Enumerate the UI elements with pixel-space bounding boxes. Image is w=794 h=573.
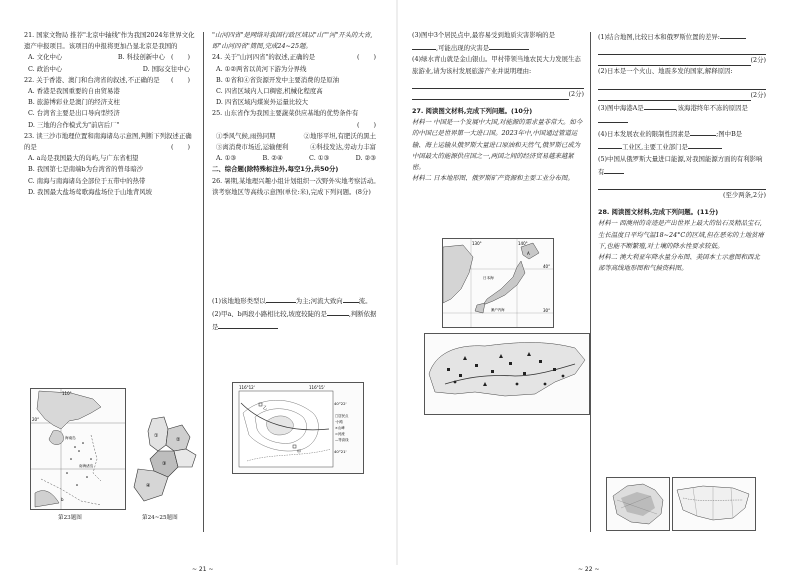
map-q23-label-b: b — [61, 497, 64, 502]
right-page-divider — [590, 32, 591, 532]
q27-sub-4-cont: 工业区,主要工业部门是 — [598, 140, 766, 153]
map-q24-25-four-provinces — [132, 415, 200, 505]
q21-opt-c: C. 政治中心 — [28, 64, 63, 73]
map-q23-label-nanhai: 南海诸岛 — [79, 464, 94, 468]
q25-item-3: ③离消费市场近,运输便利 — [216, 143, 289, 152]
right-col-1 — [412, 30, 584, 184]
q27-sub-4: (4)日本发展农业的限制性因素是 ;图中B是 — [598, 127, 766, 140]
q27-sub1-answer-row — [598, 55, 766, 66]
q23-stem: 23. 读三沙市地理位置和南海诸岛示意图,判断下列叙述正确的是 ( ) — [24, 131, 196, 153]
q21-options-row-1 — [24, 52, 171, 63]
q21-opt-a: A. 文化中心 — [28, 53, 63, 62]
q25-items-row-1 — [212, 131, 382, 142]
map-q26-legend-peak: ×山峰 — [335, 426, 345, 430]
q26-sub-1: (1)该地地形类型以 为主;河流大致向 流。 — [212, 294, 382, 307]
q21-bracket: ( ) — [170, 53, 196, 62]
map-q27-japan-svg — [443, 239, 553, 327]
q26-sub4-answer-line-2[interactable] — [412, 91, 569, 100]
q26-sub-3b: ,可能出现的灾害是 — [412, 41, 584, 54]
right-page-number: ~ 22 ~ — [578, 566, 600, 573]
q25-stem: 25. 山东省作为我国主要蔬菜供应基地的优势条件有 — [212, 109, 359, 118]
q26-sub-3: (3)图中3个居民点中,最容易受到地质灾害影响的是 — [412, 31, 555, 39]
map-q24-label-3: ③ — [162, 461, 167, 467]
q25-opt-a: A. ①③ — [216, 154, 237, 163]
q28-material-2: 材料二 澳大利亚年降水量分布图、美国本土示意图和西北部等高线地形图和气候资料图。 — [598, 253, 760, 273]
q27-sub1-answer-line-2[interactable] — [598, 57, 751, 66]
left-col-2 — [212, 30, 382, 334]
map-q26-contour — [232, 382, 364, 474]
q25-opt-c: C. ①③ — [309, 154, 330, 163]
q21-opt-b: B. 科技创新中心 — [117, 53, 165, 62]
q25-item-1: ①季风气候,雨热同期 — [216, 131, 276, 140]
q25-items-row-2 — [212, 142, 382, 153]
map-q26-legend-river: ≈河流 — [335, 432, 345, 436]
left-page-number: ~ 21 ~ — [192, 566, 214, 573]
q23-opt-d: D. 我国最大盐场莺歌海盐场位于山地背风坡 — [28, 187, 152, 196]
map-q26-legend-contour: —等高线 — [335, 438, 349, 442]
q26-sub2-blank-2[interactable] — [218, 320, 278, 329]
map-q24-label-2: ② — [176, 437, 181, 443]
q27-sub4-blank-2[interactable] — [598, 140, 622, 149]
q26-sub4-answer-row — [412, 89, 584, 100]
q26-stem: 26. 暑期,某地理兴趣小组计划组织一次野外实地考察活动。读考察地区等高线示意图(单位:米),完成下列问题。(8分) — [212, 176, 380, 196]
right-page — [398, 30, 794, 573]
section-2-heading: 二、综合题(除特殊标注外,每空1分,共50分) — [212, 165, 339, 174]
q21-opt-d: D. 国际交往中心 — [142, 64, 190, 73]
map-q27-russia-svg — [425, 334, 589, 414]
q27-sub-3: (3)图中海港A是 ,该海港终年不冻的原因是 — [598, 101, 766, 127]
q23-opt-c: C. 南海与南海诸岛全部位于五带中的热带 — [28, 176, 146, 185]
q27-sub3-blank-1[interactable] — [644, 101, 676, 110]
map-q24-label-1: ① — [154, 433, 159, 439]
q27-sub2-score: (2分) — [750, 90, 766, 99]
left-page-divider — [203, 32, 204, 532]
q27-sub3-blank-2[interactable] — [598, 114, 628, 123]
q21-options-row-2 — [24, 64, 196, 75]
map-japan-lon-140: 140° — [518, 241, 528, 246]
q27-sub5-score: (至少两条,2分) — [722, 191, 766, 200]
q22-opt-c: C. 台湾省主要是出口导向型经济 — [28, 109, 120, 118]
q26-sub2-blank-1[interactable] — [327, 307, 349, 316]
q25-item-2: ②地形平坦,有肥沃的黑土 — [303, 131, 376, 140]
map-q28-usa-svg — [673, 478, 755, 530]
q23-bracket: ( ) — [170, 143, 196, 152]
q25-bracket: ( ) — [356, 120, 382, 129]
q27-sub4-blank-1[interactable] — [690, 127, 716, 136]
q24-opt-b: B. ①省和④省资源开发中主要消费的是原油 — [216, 75, 340, 84]
q27-sub2-answer-row — [598, 90, 766, 101]
map-q23-label-20: 20° — [32, 417, 40, 422]
q22-stem: 22. 关于香港、澳门和台湾省的叙述,不正确的是 ( ) — [24, 75, 196, 86]
q27-sub4-blank-3[interactable] — [688, 140, 722, 149]
q27-sub1-score: (2分) — [750, 56, 766, 65]
q22-opt-a: A. 香港是我国重要的自由贸易港 — [28, 87, 120, 96]
q27-sub-5: (5)中国从俄罗斯大量进口能源,对我国能源方面的有利影响有 — [598, 154, 763, 176]
q28-stem: 28. 阅读图文材料,完成下列问题。(11分) — [598, 208, 719, 217]
q25-item-4: ④科技发达,劳动力丰富 — [310, 143, 376, 152]
q28-material-1: 材料一 西澳州的奇迹是产出世界上最大的钻石及精品宝石,生长温度日平均气温18~24°C的区域,但在恶劣的土地贫瘠下,也能不断繁殖,对土壤的降水性要求较低。 — [598, 219, 764, 250]
q27-sub5-blank-1[interactable] — [604, 165, 624, 174]
map-japan-lat-40: 40° — [543, 264, 551, 269]
map-q26-svg — [233, 383, 363, 473]
map-q26-lon-2: 116°15' — [309, 385, 325, 390]
q23-opt-b: B. 我国第七是南端b为台湾省的曾母暗沙 — [28, 165, 144, 174]
map-q26-legend-path: ·小路 — [335, 420, 343, 424]
q27-sub1-blank-1[interactable] — [720, 30, 746, 39]
q25-options — [212, 153, 382, 164]
map-japan-seto-inland-sea: 濑户内海 — [491, 308, 505, 312]
map-japan-port-a: A — [527, 251, 530, 256]
fig23-caption: 第23题图 — [58, 515, 82, 521]
q22-opt-d: D. 三地的合作模式为"前店后厂" — [28, 120, 120, 129]
q27-stem: 27. 阅读图文材料,完成下列问题。(10分) — [412, 107, 533, 116]
q26-sub4-answer-line-1[interactable] — [412, 77, 584, 89]
q26-sub1-blank-2[interactable] — [343, 294, 359, 303]
map-q26-legend-residence: □居民点 — [335, 414, 349, 418]
q26-sub3-blank-2[interactable] — [489, 41, 529, 50]
left-col-1 — [24, 30, 196, 198]
map-q23-label-110: 110° — [62, 391, 72, 396]
map-q23-svg — [31, 389, 125, 509]
map-q26-label-yi: 乙 — [263, 405, 267, 410]
q27-sub-1: (1)结合地图,比较日本和俄罗斯位置的差异: — [598, 30, 766, 43]
map-q28-usa — [672, 477, 756, 531]
q25-opt-d: D. ②③ — [355, 154, 376, 163]
map-q24-label-4: ④ — [146, 483, 151, 489]
q21-stem: 21. 国家文物局 推荐"北京中轴线"作为我国2024年世界文化遗产申报项目。该项目的申报将更加凸显北京是我国的 ( ) — [24, 30, 196, 52]
intro-q24-25: "山河四省"是网络对我国行政区域以"山""河"开头的大省,即"山河四省"简图,完成24~25题。 — [212, 31, 373, 51]
q26-map-spacer — [212, 198, 382, 294]
map-q23-south-china-sea — [30, 388, 126, 510]
left-page — [0, 30, 396, 573]
right-col-2 — [598, 30, 766, 274]
map-japan-lon-130: 130° — [472, 241, 482, 246]
map-japan-lat-30: 30° — [543, 308, 551, 313]
map-q27-japan — [442, 238, 554, 328]
q24-opt-d: D. 四省区域内煤炭外运量比较大 — [216, 98, 309, 107]
q26-sub3-blank-1[interactable] — [412, 41, 436, 50]
q26-sub-2: (2)甲a、b两段小路相比较,坡度较陡的是 ,判断依据是 — [212, 307, 382, 333]
map-q28-australia-rainfall — [606, 477, 670, 531]
map-q23-label-hainan: 海南岛 — [65, 436, 76, 440]
q27-sub1-answer-line-1[interactable] — [598, 43, 766, 55]
q22-bracket: ( ) — [170, 75, 196, 84]
map-q26-lat-2: 40°21' — [334, 449, 347, 454]
q27-sub5-answer-line-1[interactable] — [598, 178, 766, 190]
map-q24-25-svg — [132, 415, 200, 505]
q24-opt-c: C. 四省区域内人口稠密,机械化程度高 — [216, 87, 323, 96]
q27-sub2-answer-line-1[interactable] — [598, 78, 766, 90]
q26-sub1-blank-1[interactable] — [266, 294, 296, 303]
q24-stem: 24. 关于"山河四省"的叙述,正确的是 ( ) — [212, 52, 382, 63]
map-q26-lat-1: 40°22' — [334, 401, 347, 406]
map-q26-lon-1: 116°12' — [239, 385, 255, 390]
map-q27-russia-resources — [424, 333, 590, 415]
map-q28-australia-svg — [607, 478, 669, 530]
q24-opt-a: A. ①②两省以黄河下游为分界线 — [216, 64, 307, 73]
q27-material-1: 材料一 中国是一个发展中大国,对能源的需求量非常大。如今的中国已是世界第一大进口国。2023年中,中国通过管道运输、海上运输从俄罗斯大量进口原油和天然气,俄罗斯已成为中国最大的能源供应国之一,两国之间的经济贸易越来越紧密。 — [412, 118, 583, 172]
q26-sub-4: (4)绿水青山就是金山银山。甲村带领当地农民大力发展生态旅游业,请为该村发展旅游产业并说明理由: — [412, 55, 581, 75]
q22-opt-b: B. 旅游博彩业是澳门的经济支柱 — [28, 98, 120, 107]
fig24-25-caption: 第24~25题图 — [142, 515, 178, 521]
q27-sub2-answer-line-2[interactable] — [598, 92, 751, 101]
map-q26-label-jia: 甲 — [297, 449, 301, 454]
q23-opt-a: A. a岛是我国最大的岛屿,与广东省相望 — [28, 154, 139, 163]
map-japan-sea-of-japan: 日本海 — [483, 276, 494, 280]
q26-sub4-score: (2分) — [568, 89, 584, 98]
q25-opt-b: B. ②④ — [262, 154, 283, 163]
q27-sub-2: (2)日本是一个火山、地震多发的国家,解释原因: — [598, 67, 733, 76]
q27-material-2: 材料二 日本地形图、俄罗斯矿产资源和主要工业分布图。 — [412, 174, 574, 183]
q24-bracket: ( ) — [356, 53, 382, 62]
